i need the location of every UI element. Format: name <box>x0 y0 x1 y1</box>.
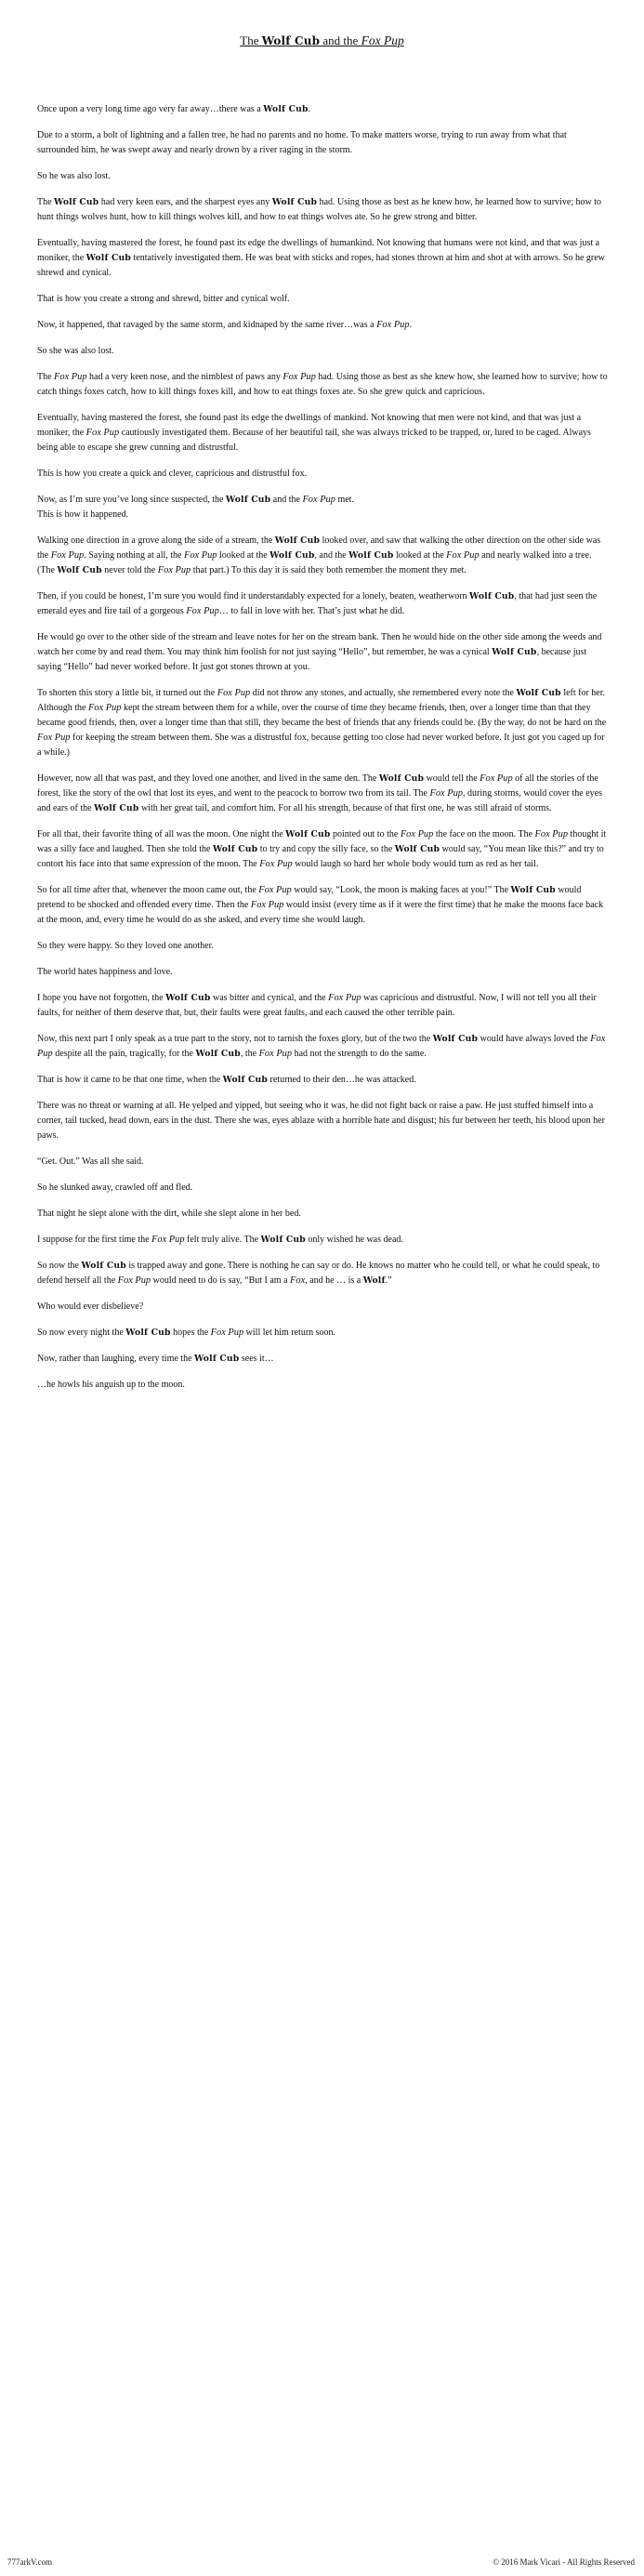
fox-pup-name: Fox Pup <box>157 565 191 575</box>
story-text: tentatively investigated them. He was beat with sticks and ropes, had stones thrown at him and shot at with arrows. So he grew shrewd and cynical. <box>37 253 605 278</box>
story-text: So she was also lost. <box>37 346 114 356</box>
wolf-cub-name: Wolf Cub <box>222 1075 269 1085</box>
story-paragraph <box>37 534 608 578</box>
story-text: That is how you create a strong and shrewd, bitter and cynical wolf. <box>37 294 290 304</box>
fox-pup-name: Fox Pup <box>376 320 410 330</box>
story-text: , and he … is a <box>305 1275 363 1286</box>
story-paragraph <box>37 1155 608 1169</box>
wolf-cub-name: Wolf Cub <box>348 550 394 561</box>
fox-pup-name: Fox Pup <box>400 829 434 839</box>
story-paragraph <box>37 411 608 456</box>
story-paragraph <box>37 883 608 928</box>
story-text: . <box>308 104 311 114</box>
story-text: …he howls his anguish up to the moon. <box>37 1380 185 1390</box>
story-paragraph <box>37 589 608 619</box>
story-text: , during storms, would cover the eyes and ears of the <box>37 788 602 813</box>
fox-pup-name: Fox Pup <box>151 1235 185 1245</box>
story-text: returned to their den…he was attacked. <box>268 1075 416 1085</box>
wolf-cub-name: Wolf Cub <box>378 773 425 784</box>
story-text: I hope you have not forgotten, the <box>37 993 166 1003</box>
story-text: Eventually, having mastered the forest, she found past its edge the dwellings of mankind. Not knowing that men were not kind, and that was just a moniker, the <box>37 413 582 438</box>
story-text: cautiously investigated them. Because of her beautiful tail, she was always tricked to be trapped, or, lured to be caged. Always being able to escape she grew cunning and distrustful. <box>37 428 591 453</box>
story-paragraph <box>37 292 608 307</box>
wolf-cub-name: Wolf Cub <box>263 104 309 114</box>
footer-copyright: © 2016 Mark Vicari - All Rights Reserved <box>493 2557 635 2567</box>
fox-pup-name: Fox Pup <box>50 550 85 561</box>
wolf-cub-name: Wolf Cub <box>195 1049 241 1059</box>
story-text: To shorten this story a little bit, it turned out the <box>37 688 217 698</box>
story-text: For all that, their favorite thing of all was the moon. One night the <box>37 829 286 839</box>
fox-pup-name: Fox Pup <box>446 550 480 561</box>
story-text: . <box>409 320 413 330</box>
wolf-cub-name: Wolf Cub <box>194 1354 240 1364</box>
story-paragraph <box>37 1181 608 1196</box>
story-text: The <box>37 197 55 207</box>
story-text: Eventually, having mastered the forest, he found past its edge the dwellings of humankind. Not knowing that humans were not kind, and that was just a moniker, the <box>37 238 600 263</box>
story-paragraph <box>37 467 608 482</box>
wolf-cub-name: Wolf Cub <box>432 1034 479 1044</box>
story-text: The world hates happiness and love. <box>37 967 173 977</box>
wolf-cub-name: Wolf Cub <box>225 495 271 505</box>
story-text: , and the <box>314 550 349 561</box>
story-paragraph <box>37 169 608 184</box>
story-text: There was no threat or warning at all. He yelped and yipped, but seeing who it was, he did not fight back or raise a paw. He just stuffed himself into a corner, tail tucked, head down, ears in the dust. There she was, eyes ablaze with a horrible hate and disgust; his fur between her teeth, his blood upon her paws. <box>37 1101 605 1141</box>
story-text: looked over, and saw that walking the other direction on the other side was the <box>37 535 601 561</box>
fox-pup-name: Fox Pup <box>117 1275 151 1286</box>
story-body <box>37 102 608 1404</box>
story-text: the face on the moon. The <box>433 829 535 839</box>
story-text: would need to do is say, “But I am a <box>151 1275 291 1286</box>
story-paragraph <box>37 1099 608 1143</box>
wolf-cub-name: Wolf Cub <box>57 565 102 575</box>
title-fox-pup: Fox Pup <box>361 33 404 47</box>
story-text: . Saying nothing at all, the <box>84 550 184 561</box>
fox-pup-name: Fox Pup <box>429 788 463 799</box>
story-text: met. <box>335 495 354 505</box>
story-text: Then, if you could be honest, I’m sure you would find it understandably expected for a lonely, beaten, weatherworn <box>37 591 470 601</box>
story-text: I suppose for the first time the <box>37 1235 152 1245</box>
fox-pup-name: Fox Pup <box>88 703 122 713</box>
story-text: was bitter and cynical, and the <box>210 993 329 1003</box>
story-text: was capricious and distrustful. Now, I will not tell you all their faults, for neither of them deserve that, but, their faults were great faults, and each caused the other terrible pain. <box>37 993 597 1018</box>
story-text: of all the stories of the forest, like the story of the owl that lost its eyes, and went to the peacock to borrow two from its tail. The <box>37 773 598 799</box>
story-paragraph <box>37 827 608 872</box>
story-text: So he slunked away, crawled off and fled. <box>37 1182 193 1193</box>
story-text: So he was also lost. <box>37 171 111 181</box>
story-text: hopes the <box>170 1328 211 1338</box>
wolf-cub-name: Wolf Cub <box>492 647 537 657</box>
story-paragraph <box>37 939 608 954</box>
story-paragraph <box>37 1326 608 1341</box>
story-text: The <box>37 372 55 382</box>
story-text: left for her. Although the <box>37 688 606 713</box>
fox-pup-name: Fox Pup <box>217 688 251 698</box>
story-text: had not the strength to do the same. <box>292 1049 427 1059</box>
story-text: for keeping the stream between them. She was a distrustful fox, because getting too close had never worked before. It just got you caged up for a while.) <box>37 733 605 758</box>
story-paragraph <box>37 344 608 359</box>
story-paragraph <box>37 236 608 281</box>
story-text: So now the <box>37 1261 82 1271</box>
story-text: That night he slept alone with the dirt, while she slept alone in her bed. <box>37 1209 301 1219</box>
story-text: had very keen ears, and the sharpest eyes any <box>99 197 272 207</box>
fox-pup-name: Fox Pup <box>328 993 361 1003</box>
wolf-cub-name: Wolf Cub <box>81 1261 126 1271</box>
fox-pup-name: Fox Pup <box>54 372 87 382</box>
story-text: had a very keen nose, and the nimblest of paws any <box>86 372 283 382</box>
fox-pup-name: Fox Pup <box>259 859 293 869</box>
story-text: sees it… <box>239 1354 274 1364</box>
story-text: would tell the <box>424 773 480 784</box>
story-paragraph <box>37 318 608 333</box>
story-text: Walking one direction in a grove along the side of a stream, the <box>37 535 275 546</box>
story-text: never told the <box>101 565 158 575</box>
story-paragraph <box>37 1032 608 1062</box>
fox-pup-name: Fox Pup <box>183 550 217 561</box>
fox-pup-name: Fox Pup <box>37 733 71 743</box>
story-text: Once upon a very long time ago very far away…there was a <box>37 104 264 114</box>
wolf-cub-name: Wolf Cub <box>271 197 318 207</box>
story-paragraph <box>37 1300 608 1314</box>
story-text: would pretend to be shocked and offended every time. Then the <box>37 885 582 910</box>
wolf-cub-name: Wolf Cub <box>260 1235 306 1245</box>
wolf-cub-name: Wolf Cub <box>285 829 331 839</box>
wolf-cub-name: Wolf Cub <box>165 993 211 1003</box>
story-text: Due to a storm, a bolt of lightning and a fallen tree, he had no parents and no home. To make matters worse, trying to run away from what that surrounded him, he was swept away and nearly drown by a river raging in the storm. <box>37 130 567 155</box>
story-text: Now, it happened, that ravaged by the same storm, and kidnaped by the same river…was a <box>37 320 377 330</box>
fox-pup-name: Fox Pup <box>37 1034 606 1059</box>
story-text: had. Using those as best as she knew how, she learned how to survive; how to catch things foxes catch, how to kill things foxes kill, and how to eat things foxes ate. So she grew quick and capricious. <box>37 372 608 397</box>
fox-pup-name: Fox <box>290 1275 306 1286</box>
wolf-cub-name: Wolf Cub <box>394 844 440 854</box>
story-title <box>0 33 644 48</box>
story-text: So for all time after that, whenever the moon came out, the <box>37 885 259 895</box>
wolf-cub-name: Wolf <box>362 1275 386 1286</box>
story-text: would have always loved the <box>478 1034 591 1044</box>
story-text: .” <box>385 1275 392 1286</box>
wolf-cub-name: Wolf Cub <box>469 591 515 601</box>
title-wolf-cub: Wolf Cub <box>261 34 321 47</box>
story-paragraph <box>37 686 608 760</box>
story-text: and nearly walked into a tree. (The <box>37 550 592 575</box>
story-text: pointed out to the <box>330 829 401 839</box>
wolf-cub-name: Wolf Cub <box>54 197 99 207</box>
wolf-cub-name: Wolf Cub <box>85 253 132 263</box>
fox-pup-name: Fox Pup <box>480 773 513 784</box>
story-text: , because just saying “Hello” had never worked before. It just got stones thrown at you. <box>37 647 587 672</box>
wolf-cub-name: Wolf Cub <box>125 1328 171 1338</box>
story-text: is trapped away and gone. There is nothing he can say or do. He knows no matter who he could tell, or what he could speak, to defend herself all the <box>37 1261 600 1286</box>
story-text: would insist (every time as if it were the first time) that he make the moons face back at the moon, and, every time he would do as she asked, and every time she would laugh. <box>37 900 604 925</box>
story-paragraph <box>37 1233 608 1248</box>
story-paragraph <box>37 630 608 675</box>
story-paragraph <box>37 965 608 980</box>
wolf-cub-name: Wolf Cub <box>274 535 321 546</box>
fox-pup-name: Fox Pup <box>283 372 316 382</box>
story-paragraph <box>37 1352 608 1367</box>
story-text: to try and copy the silly face, so the <box>257 844 395 854</box>
story-paragraph <box>37 772 608 816</box>
story-text: So now every night the <box>37 1328 126 1338</box>
fox-pup-name: Fox Pup <box>186 606 219 616</box>
wolf-cub-name: Wolf Cub <box>516 688 561 698</box>
story-paragraph <box>37 128 608 158</box>
story-text: looked at the <box>393 550 447 561</box>
story-paragraph <box>37 1073 608 1088</box>
story-paragraph <box>37 195 608 225</box>
story-text: that part.) To this day it is said they both remember the moment they met. <box>191 565 467 575</box>
fox-pup-name: Fox Pup <box>210 1328 244 1338</box>
wolf-cub-name: Wolf Cub <box>269 550 315 561</box>
story-text: This is how it happened. <box>37 509 129 520</box>
story-text: and the <box>270 495 303 505</box>
story-text: thought it was a silly face and laughed. Then she told the <box>37 829 607 854</box>
story-text: kept the stream between them for a while, over the course of time they became friends, then, over a longer time than that they became good friends, then, over a longer time than that still, they became the best of friends that any friends could be. (By the way, do not be hard on the <box>37 703 607 728</box>
story-text: looked at the <box>217 550 270 561</box>
title-prefix: The <box>240 33 262 47</box>
story-text: with her great tail, and comfort him. For all his strength, because of that first one, he was still afraid of storms. <box>138 803 552 813</box>
story-text: Now, rather than laughing, every time the <box>37 1354 195 1364</box>
story-text: … to fall in love with her. That’s just what he did. <box>218 606 405 616</box>
story-text: despite all the pain, tragically, for the <box>52 1049 196 1059</box>
story-text: would say, “Look, the moon is making faces at you!” The <box>291 885 511 895</box>
story-text: , that had just seen the emerald eyes and fire tail of a gorgeous <box>37 591 598 616</box>
wolf-cub-name: Wolf Cub <box>94 803 139 813</box>
story-text: “Get. Out.” Was all she said. <box>37 1156 144 1167</box>
story-text: That is how it came to be that one time, when the <box>37 1075 223 1085</box>
fox-pup-name: Fox Pup <box>258 885 292 895</box>
story-text: did not throw any stones, and actually, she remembered every note the <box>250 688 517 698</box>
story-text: Now, this next part I only speak as a true part to the story, not to tarnish the foxes glory, but of the two the <box>37 1034 433 1044</box>
story-paragraph <box>37 1378 608 1393</box>
story-paragraph <box>37 102 608 117</box>
story-paragraph <box>37 493 608 522</box>
story-text: only wished he was dead. <box>305 1235 403 1245</box>
story-text: However, now all that was past, and they loved one another, and lived in the same den. The <box>37 773 379 784</box>
fox-pup-name: Fox Pup <box>302 495 335 505</box>
story-paragraph <box>37 1207 608 1222</box>
fox-pup-name: Fox Pup <box>258 1049 293 1059</box>
story-paragraph <box>37 991 608 1021</box>
story-text: Now, as I’m sure you’ve long since suspected, the <box>37 495 226 505</box>
story-text: would say, “You mean like this?” and try to contort his face into that same expression of the moon. The <box>37 844 604 869</box>
story-text: So they were happy. So they loved one another. <box>37 941 214 951</box>
story-text: felt truly alive. The <box>184 1235 261 1245</box>
fox-pup-name: Fox Pup <box>534 829 569 839</box>
story-text: will let him return soon. <box>243 1328 336 1338</box>
story-text: would laugh so hard her whole body would turn as red as her tail. <box>292 859 539 869</box>
fox-pup-name: Fox Pup <box>85 428 120 438</box>
story-paragraph <box>37 370 608 400</box>
fox-pup-name: Fox Pup <box>250 900 284 910</box>
footer-site-link[interactable]: 777arkV.com <box>7 2557 53 2567</box>
story-paragraph <box>37 1259 608 1288</box>
story-text: He would go over to the other side of the stream and leave notes for her on the stream bank. Then he would hide on the other side among the weeds and watch her come by and read them. You may think him foolish for not just saying “Hello”, but remember, he was a cynical <box>37 632 602 657</box>
story-text: Who would ever disbelieve? <box>37 1301 144 1312</box>
title-middle: and the <box>320 33 361 47</box>
wolf-cub-name: Wolf Cub <box>510 885 556 895</box>
story-text: had. Using those as best as he knew how, he learned how to survive; how to hunt things wolves hunt, how to kill things wolves kill, and how to eat things wolves ate. So he grew strong and bitter. <box>37 197 602 222</box>
story-text: This is how you create a quick and clever, capricious and distrustful fox. <box>37 469 308 479</box>
story-text: , the <box>240 1049 259 1059</box>
wolf-cub-name: Wolf Cub <box>212 844 258 854</box>
